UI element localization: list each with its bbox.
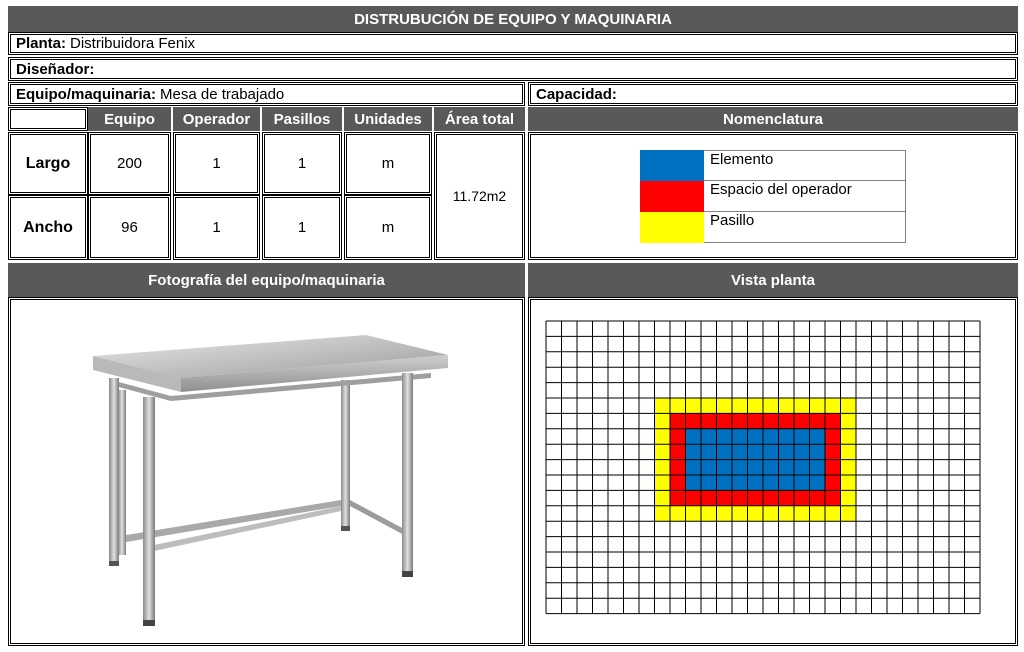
capacidad-label: Capacidad: [536, 85, 617, 103]
foto-header: Fotografía del equipo/maquinaria [8, 263, 525, 297]
table-header-blank [8, 107, 88, 131]
legend [640, 150, 906, 243]
nomenclatura-box [528, 132, 1018, 260]
legend-swatch-operador [640, 181, 704, 212]
row-label-ancho: Ancho [8, 195, 88, 260]
legend-item-pasillo [640, 212, 906, 243]
cell-largo-unidades: m [344, 132, 432, 195]
table-header-equipo: Equipo [88, 107, 171, 131]
cell-ancho-operador: 1 [173, 195, 260, 260]
legend-item-elemento [640, 150, 906, 181]
legend-swatch-elemento [640, 150, 704, 181]
table-header-unidades: Unidades [344, 107, 432, 131]
legend-swatch-pasillo [640, 212, 704, 243]
equipo-row [8, 82, 525, 106]
cell-ancho-equipo: 96 [88, 195, 171, 260]
cell-largo-operador: 1 [173, 132, 260, 195]
cell-ancho-unidades: m [344, 195, 432, 260]
planta-row [8, 32, 1018, 55]
page-title: DISTRUBUCIÓN DE EQUIPO Y MAQUINARIA [8, 6, 1018, 33]
table-header-pasillos: Pasillos [262, 107, 342, 131]
cell-largo-pasillos: 1 [262, 132, 342, 195]
cell-largo-equipo: 200 [88, 132, 171, 195]
cell-area-total: 11.72m2 [434, 132, 525, 260]
row-label-largo: Largo [8, 132, 88, 195]
vista-header: Vista planta [528, 263, 1018, 297]
disenador-row [8, 57, 1018, 81]
legend-label-operador: Espacio del operador [704, 181, 906, 212]
equipo-label: Equipo/maquinaria: [16, 85, 157, 103]
table-header-area-total: Área total [434, 107, 525, 131]
nomenclatura-header: Nomenclatura [528, 107, 1018, 131]
table-header-operador: Operador [173, 107, 260, 131]
cell-ancho-pasillos: 1 [262, 195, 342, 260]
capacidad-row [528, 82, 1018, 106]
legend-label-elemento: Elemento [704, 150, 906, 181]
equipo-value: Mesa de trabajado [160, 85, 285, 103]
table-photo [11, 300, 522, 643]
vista-box [528, 297, 1018, 646]
legend-item-operador [640, 181, 906, 212]
legend-label-pasillo: Pasillo [704, 212, 906, 243]
planta-label: Planta: [16, 35, 67, 52]
foto-box [8, 297, 525, 646]
planta-value: Distribuidora Fenix [70, 35, 196, 52]
disenador-label: Diseñador: [16, 60, 95, 78]
plan-grid [531, 300, 1015, 643]
